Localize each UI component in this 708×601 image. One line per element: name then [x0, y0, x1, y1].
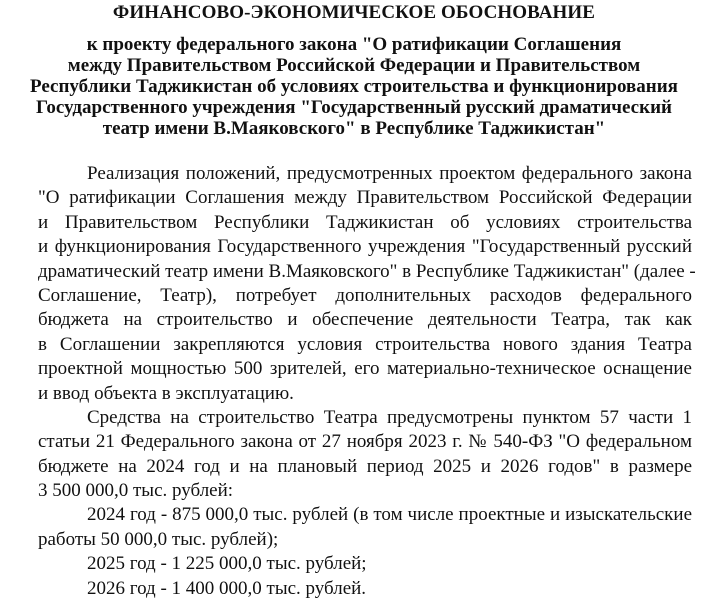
subtitle-line: к проекту федерального закона "О ратификации Соглашения	[86, 34, 622, 55]
paragraph-line: бюджета на строительство и обеспечение деятельности Театра, так как	[38, 309, 692, 331]
subtitle-line: театр имени В.Маяковского" в Республике Таджикистан"	[102, 118, 606, 139]
paragraph-line: Средства на строительство Театра предусмотрены пунктом 57 части 1	[87, 406, 692, 428]
paragraph-line: статьи 21 Федерального закона от 27 ноября 2023 г. № 540-ФЗ "О федеральном	[38, 431, 692, 453]
document-title: ФИНАНСОВО-ЭКОНОМИЧЕСКОЕ ОБОСНОВАНИЕ	[112, 2, 596, 23]
paragraph-line: 3 500 000,0 тыс. рублей:	[38, 480, 234, 502]
paragraph-line: в Соглашении закрепляются условия строительства нового здания Театра	[38, 333, 692, 355]
paragraph-line: и Правительством Республики Таджикистан об условиях строительства	[38, 211, 692, 233]
paragraph-line: Реализация положений, предусмотренных проектом федерального закона	[87, 163, 692, 184]
funding-item-2024: 2024 год - 875 000,0 тыс. рублей (в том числе проектные и изыскательские	[87, 504, 692, 526]
paragraph-line: бюджете на 2024 год и на плановый период 2025 и 2026 годов" в размере	[38, 455, 692, 477]
subtitle-line: между Правительством Российской Федерации и Правительством	[67, 55, 641, 76]
paragraph-line: и ввод объекта в эксплуатацию.	[38, 382, 294, 404]
paragraph-line: драматический театр имени В.Маяковского" в Республике Таджикистан" (далее -	[38, 260, 696, 282]
document-body	[38, 162, 696, 601]
paragraph-line: проектной мощностью 500 зрителей, его материально-техническое оснащение	[38, 358, 692, 380]
funding-item-2026: 2026 год - 1 400 000,0 тыс. рублей.	[87, 577, 367, 599]
paragraph-line: "О ратификации Соглашения между Правительством Российской Федерации	[38, 187, 692, 209]
subtitle-line: Государственного учреждения "Государственный русский драматический	[36, 97, 672, 118]
paragraph-line: Соглашение, Театр), потребует дополнительных расходов федерального	[38, 284, 692, 306]
funding-item-2025: 2025 год - 1 225 000,0 тыс. рублей;	[87, 553, 367, 575]
paragraph-line: и функционирования Государственного учреждения "Государственный русский	[38, 236, 692, 258]
document-subtitle	[20, 34, 688, 139]
subtitle-line: Республики Таджикистан об условиях строительства и функционирования	[30, 76, 678, 97]
funding-item-2024-continued: работы 50 000,0 тыс. рублей);	[38, 528, 279, 550]
